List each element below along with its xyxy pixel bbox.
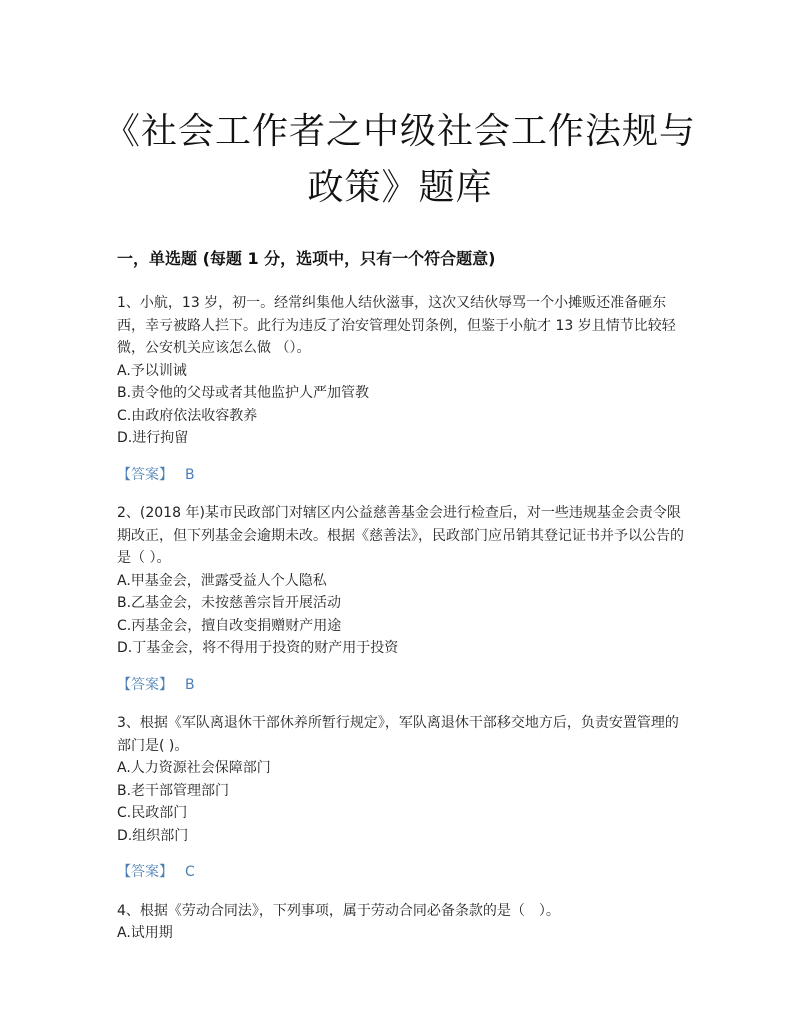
question-stem: 1、小航，13 岁，初一。经常纠集他人结伙滋事，这次又结伙辱骂一个小摊贩还准备砸东西，幸亏被路人拦下。此行为违反了治安管理处罚条例，但鉴于小航才 13 岁且情节比较轻微，公安机关应该怎么做 （）。 [117, 295, 676, 356]
answer-label: 【答案】 [117, 676, 173, 693]
question-option: A.试用期 [117, 925, 173, 941]
answer-line [117, 674, 689, 697]
question-item [117, 900, 689, 945]
question-item [117, 712, 689, 884]
answer-value: B [185, 676, 195, 693]
title-line-2: 政策》题库 [307, 167, 493, 208]
question-option: C.由政府依法收容教养 [117, 407, 258, 424]
question-stem: 2、(2018 年)某市民政部门对辖区内公益慈善基金会进行检查后，对一些违规基金会责令限期改正，但下列基金会逾期未改。根据《慈善法》，民政部门应吊销其登记证书并予以公告的是（ ）。 [117, 505, 684, 566]
question-option: C.民政部门 [117, 805, 188, 821]
question-option: B.责令他的父母或者其他监护人严加管教 [117, 385, 370, 401]
question-option: A.甲基金会，泄露受益人个人隐私 [117, 572, 327, 589]
question-option: D.进行拘留 [117, 430, 189, 446]
question-list [117, 292, 689, 945]
section-heading: 一，单选题 (每题 1 分，选项中，只有一个符合题意) [117, 249, 496, 268]
question-option: D.组织部门 [117, 827, 189, 844]
question-option: B.老干部管理部门 [117, 782, 230, 799]
question-stem: 4、根据《劳动合同法》，下列事项，属于劳动合同必备条款的是（ ）。 [117, 902, 560, 919]
question-option: A.予以训诫 [117, 362, 187, 379]
question-option: B.乙基金会，未按慈善宗旨开展活动 [117, 595, 342, 611]
question-option: D.丁基金会，将不得用于投资的财产用于投资 [117, 640, 399, 656]
question-option: A.人力资源社会保障部门 [117, 760, 271, 776]
answer-value: B [185, 466, 195, 483]
title-line-1: 《社会工作者之中级社会工作法规与 [103, 111, 696, 152]
document-title [60, 104, 740, 216]
answer-label: 【答案】 [117, 864, 173, 880]
question-item [117, 502, 689, 696]
answer-value: C [185, 864, 195, 880]
question-option: C.丙基金会，擅自改变捐赠财产用途 [117, 617, 342, 634]
answer-line [117, 464, 689, 487]
answer-line [117, 861, 689, 884]
question-stem: 3、根据《军队离退休干部休养所暂行规定》，军队离退休干部移交地方后，负责安置管理的部门是( )。 [117, 715, 679, 754]
question-item [117, 292, 689, 486]
answer-label: 【答案】 [117, 466, 173, 483]
